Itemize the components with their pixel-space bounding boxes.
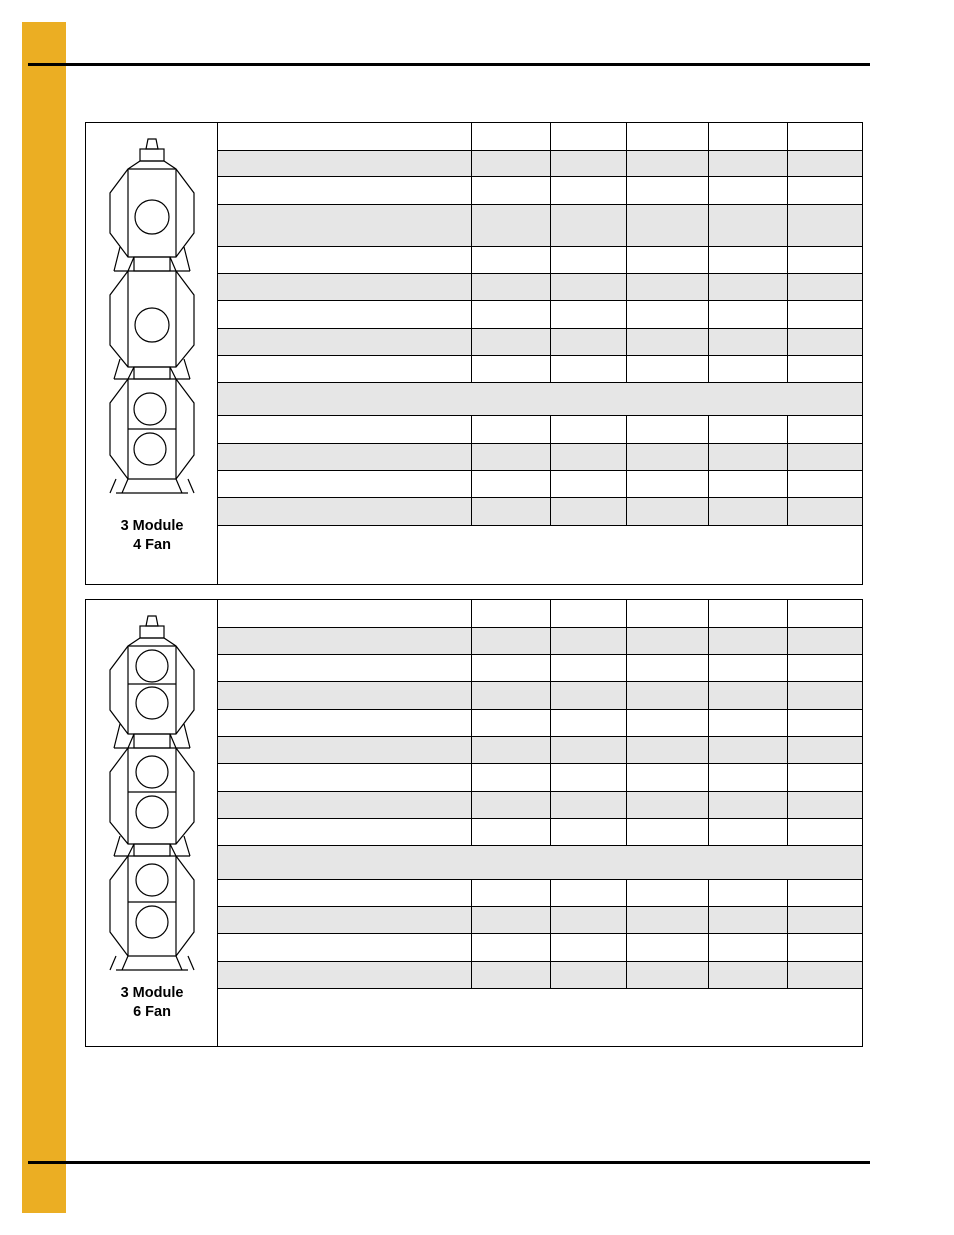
- dryer-caption-line-2: 6 Fan: [133, 1004, 171, 1020]
- table-row: [218, 710, 862, 737]
- header-rule: [28, 63, 870, 66]
- notes-area: [218, 989, 862, 1047]
- table-row: [218, 177, 862, 205]
- table-row: [218, 151, 862, 177]
- table-row: [218, 444, 862, 471]
- table-section-row: [218, 383, 862, 416]
- table-row: [218, 655, 862, 682]
- table-row: [218, 301, 862, 329]
- table-row: [218, 123, 862, 151]
- table-row: [218, 247, 862, 274]
- table-row: [218, 907, 862, 934]
- footer-rule: [28, 1161, 870, 1164]
- table-row: [218, 792, 862, 819]
- notes-area: [218, 526, 862, 585]
- table-row: [218, 934, 862, 962]
- table-row: [218, 962, 862, 989]
- table-section-row: [218, 846, 862, 880]
- dryer-caption-line-1: 3 Module: [120, 518, 184, 534]
- table-row: [218, 764, 862, 792]
- table-row: [218, 274, 862, 301]
- spec-table: [218, 123, 862, 585]
- table-row: [218, 682, 862, 710]
- table-row: [218, 498, 862, 526]
- figure-cell: [86, 123, 218, 584]
- table-row: [218, 737, 862, 764]
- table-row: [218, 416, 862, 444]
- dryer-caption-line-2: 4 Fan: [133, 537, 171, 553]
- table-row: [218, 819, 862, 846]
- side-accent-bar: [22, 22, 66, 1213]
- spec-block-3-module-6-fan: [85, 599, 863, 1047]
- grain-dryer-3-module-4-fan-icon: [106, 135, 198, 495]
- table-row: [218, 880, 862, 907]
- grain-dryer-3-module-6-fan-icon: [106, 612, 198, 972]
- figure-cell: [86, 600, 218, 1046]
- dryer-caption-line-1: 3 Module: [120, 985, 184, 1001]
- table-row: [218, 628, 862, 655]
- table-row: [218, 356, 862, 383]
- spec-table: [218, 600, 862, 1047]
- table-row: [218, 329, 862, 356]
- table-row: [218, 205, 862, 247]
- table-row: [218, 471, 862, 498]
- spec-block-3-module-4-fan: [85, 122, 863, 585]
- table-row: [218, 600, 862, 628]
